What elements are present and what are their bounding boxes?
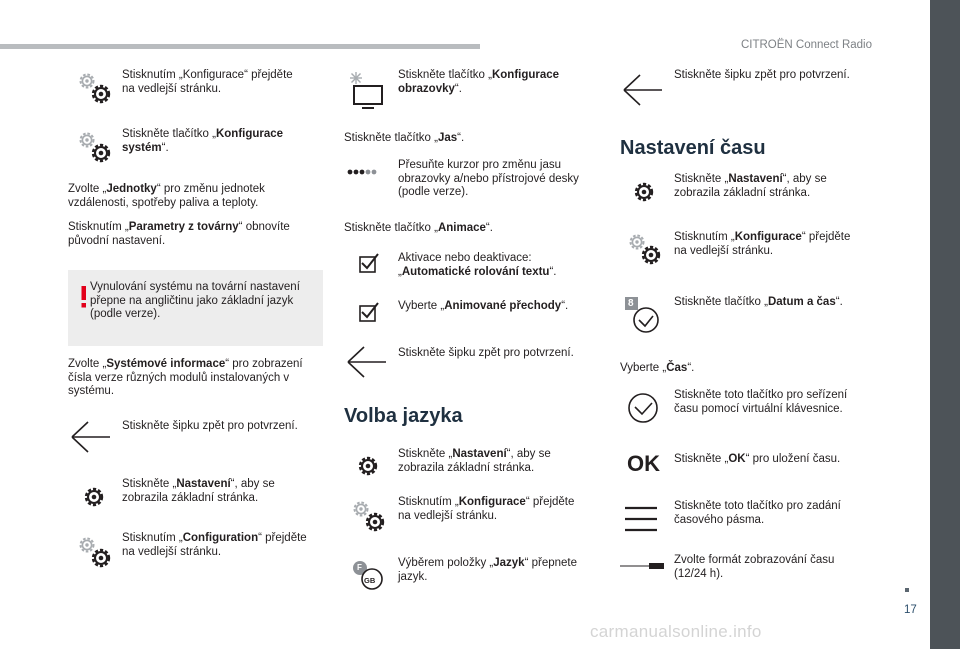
configuration-gear-icon bbox=[74, 532, 114, 572]
back-arrow-icon bbox=[68, 420, 114, 456]
instruction-date-time: Stiskněte tlačítko „Datum a čas“. bbox=[674, 296, 843, 308]
brightness-slider-icon bbox=[346, 166, 386, 178]
instruction-virtual-keyboard: Stiskněte toto tlačítko pro seřízení času pomocí virtuální klávesnice. bbox=[674, 389, 848, 415]
instruction-brightness-slider: Přesuňte kurzor pro změnu jasu obrazovky a/nebo přístrojové desky (podle verze). bbox=[398, 159, 579, 198]
paragraph-select-time: Vyberte „Čas“. bbox=[620, 362, 695, 374]
top-rule bbox=[0, 44, 480, 49]
ok-button-icon: OK bbox=[627, 451, 660, 476]
menu-icon bbox=[624, 505, 660, 535]
instruction-back-confirm: Stiskněte šipku zpět pro potvrzení. bbox=[674, 69, 850, 81]
back-arrow-icon bbox=[344, 345, 390, 381]
page-number: 17 bbox=[904, 604, 917, 616]
flag-top-label: F bbox=[357, 563, 362, 572]
settings-gear-icon bbox=[74, 481, 114, 521]
paragraph-units: Zvolte „Jednotky“ pro změnu jednotek vzdálenosti, spotřeby paliva a teploty. bbox=[68, 183, 265, 209]
settings-secondary-gear-icon bbox=[74, 68, 114, 108]
instruction-auto-scroll: Aktivace nebo deaktivace: „Automatické rolování textu“. bbox=[398, 252, 557, 278]
instruction-configuration: Stisknutím „Konfigurace“ přejděte na vedlejší stránku. bbox=[674, 231, 851, 257]
configuration-gear-icon bbox=[348, 496, 388, 536]
instruction-configuration-next: Stisknutím „Konfigurace“ přejděte na vedlejší stránku. bbox=[122, 69, 293, 95]
check-circle-icon bbox=[624, 392, 664, 424]
heading-time: Nastavení času bbox=[620, 137, 766, 159]
date-time-icon bbox=[624, 296, 664, 336]
checkbox-icon bbox=[358, 302, 382, 324]
side-tab-strip bbox=[930, 0, 960, 649]
paragraph-brightness: Stiskněte tlačítko „Jas“. bbox=[344, 132, 465, 144]
toggle-format-icon bbox=[620, 560, 664, 572]
paragraph-system-info: Zvolte „Systémové informace“ pro zobrazení čísla verze různých modulů instalovaných v systému. bbox=[68, 358, 303, 397]
configuration-gear-icon bbox=[624, 229, 664, 269]
instruction-settings-home: Stiskněte „Nastavení“, aby se zobrazila základní stránka. bbox=[122, 478, 275, 504]
warning-box bbox=[68, 270, 323, 346]
watermark: carmanualsonline.info bbox=[590, 622, 762, 641]
system-configuration-gear-icon bbox=[74, 127, 114, 167]
instruction-configuration: Stisknutím „Configuration“ přejděte na vedlejší stránku. bbox=[122, 532, 307, 558]
instruction-language: Výběrem položky „Jazyk“ přepnete jazyk. bbox=[398, 557, 578, 583]
instruction-timezone: Stiskněte toto tlačítko pro zadání časového pásma. bbox=[674, 500, 841, 526]
settings-gear-icon bbox=[626, 174, 666, 214]
page-header: CITROËN Connect Radio bbox=[740, 39, 872, 51]
exclamation-icon bbox=[80, 286, 88, 308]
checkbox-icon bbox=[358, 253, 382, 275]
instruction-back-confirm: Stiskněte šipku zpět pro potvrzení. bbox=[398, 347, 574, 359]
warning-text: Vynulování systému na tovární nastavení přepne na angličtinu jako základní jazyk (podle verze). bbox=[90, 281, 300, 320]
paragraph-animation: Stiskněte tlačítko „Animace“. bbox=[344, 222, 493, 234]
heading-language: Volba jazyka bbox=[344, 405, 463, 427]
instruction-ok-save: Stiskněte „OK“ pro uložení času. bbox=[674, 453, 841, 465]
page-marker bbox=[905, 588, 909, 592]
screen-settings-icon bbox=[346, 72, 388, 112]
flag-bottom-label: GB bbox=[364, 576, 376, 585]
language-flag-icon bbox=[350, 558, 386, 592]
settings-gear-icon bbox=[350, 451, 390, 491]
badge-number: 8 bbox=[628, 298, 634, 309]
back-arrow-icon bbox=[620, 73, 666, 109]
instruction-settings-home: Stiskněte „Nastavení“, aby se zobrazila základní stránka. bbox=[398, 448, 551, 474]
instruction-system-configuration: Stiskněte tlačítko „Konfigurace systém“. bbox=[122, 128, 284, 154]
instruction-time-format: Zvolte formát zobrazování času (12/24 h). bbox=[674, 554, 835, 580]
instruction-animated-transitions: Vyberte „Animované přechody“. bbox=[398, 300, 569, 312]
instruction-back-confirm: Stiskněte šipku zpět pro potvrzení. bbox=[122, 420, 298, 432]
instruction-configuration: Stisknutím „Konfigurace“ přejděte na vedlejší stránku. bbox=[398, 496, 575, 522]
instruction-screen-configuration: Stiskněte tlačítko „Konfigurace obrazovky“. bbox=[398, 69, 560, 95]
paragraph-factory-reset: Stisknutím „Parametry z továrny“ obnovíte původní nastavení. bbox=[68, 221, 290, 247]
instruction-settings-home: Stiskněte „Nastavení“, aby se zobrazila základní stránka. bbox=[674, 173, 827, 199]
